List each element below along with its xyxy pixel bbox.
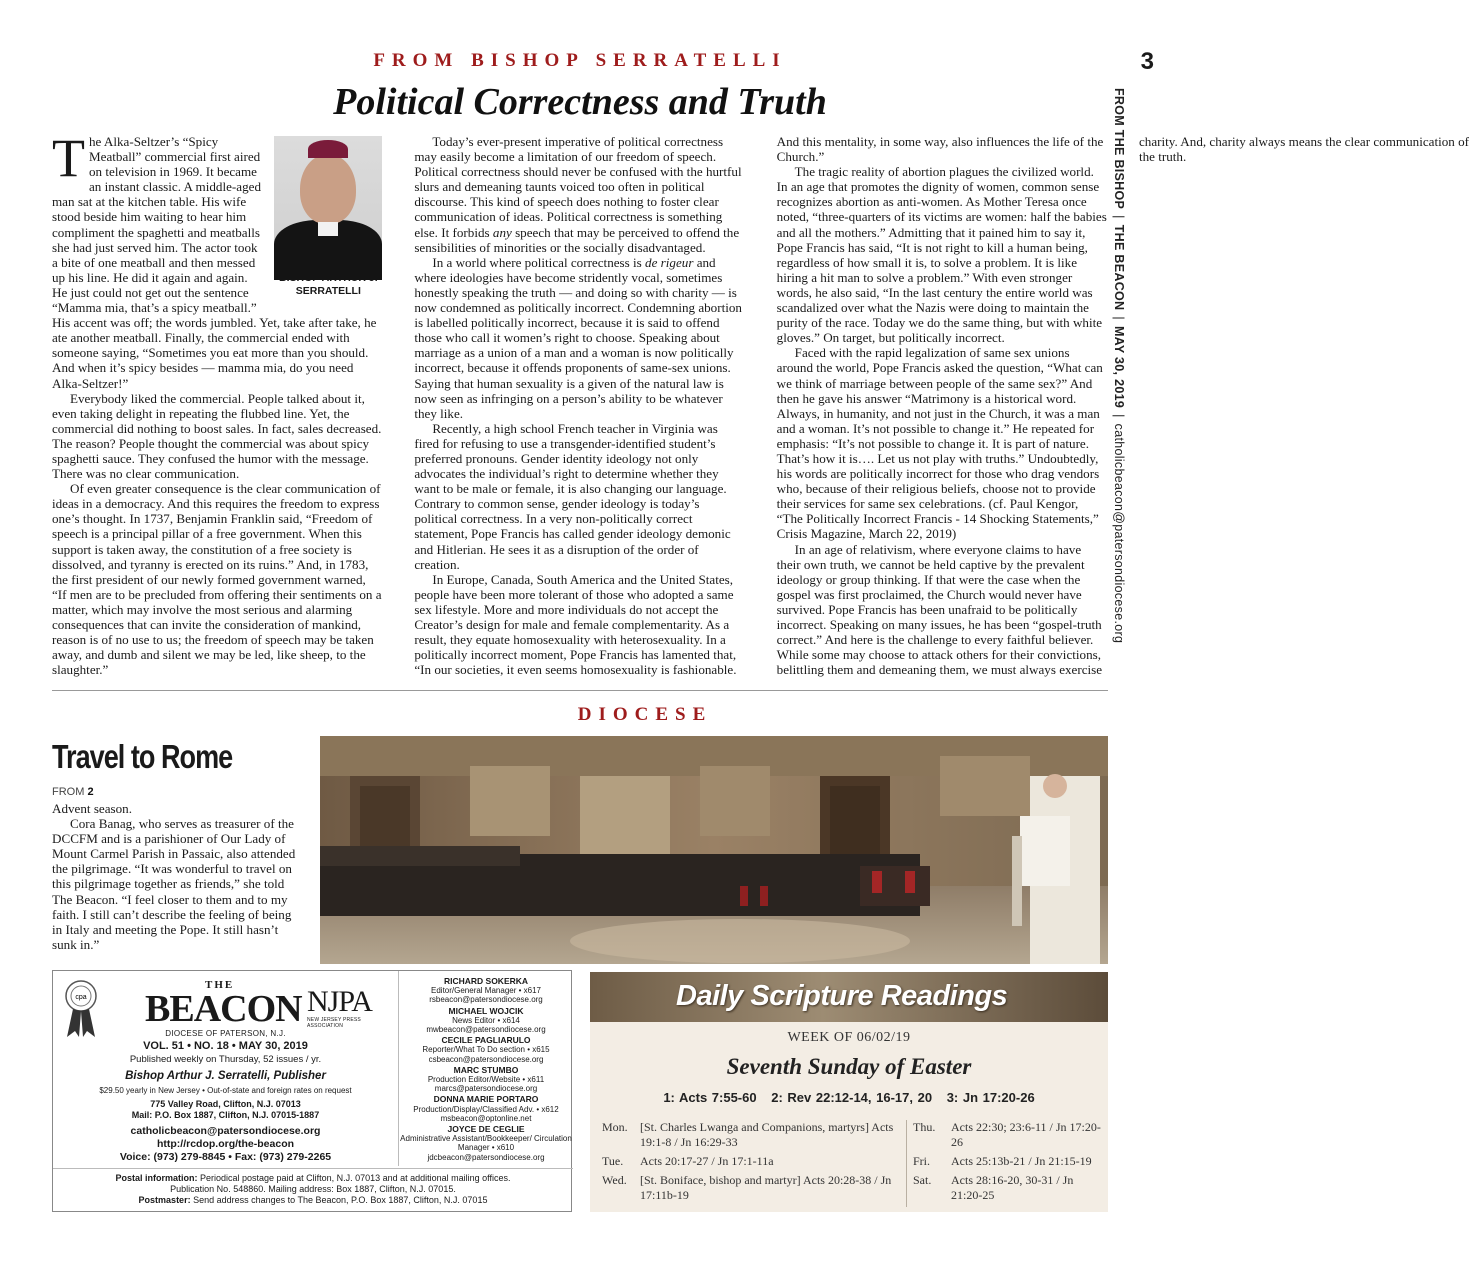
staff-entry: MICHAEL WOJCIK News Editor • x614 mwbeacon@patersondiocese.org [426,1005,546,1035]
weekday-readings-left [602,1120,907,1207]
reading-1: 1: Acts 7:55-60 [663,1090,757,1105]
reading-3: 3: Jn 17:20-26 [946,1090,1035,1105]
staff-entry: RICHARD SOKERKA Editor/General Manager • x617 rsbeacon@patersondiocese.org [429,976,543,1005]
article-headline: Political Correctness and Truth [333,81,827,123]
day-reading: Fri. Acts 25:13b-21 / Jn 21:15-19 [913,1154,1092,1168]
staff-entry: MARC STUMBO Production Editor/Website • x611 marcs@patersondiocese.org [427,1064,545,1094]
running-head-section: FROM THE BISHOP [1112,88,1126,210]
article-paragraph: SERRATELLI T he Alka-Seltzer’s “Spicy Meatball” commercial first aired on television in 1969. It became an instant classic. A middle-aged man sat at the kitchen table. His wife stood beside him waiting to hear him compliment the spaghetti and meatballs she had just served him. The actor took a bite of one meatball and then messed up his line. He did it again and again. He just could not get out the sentence “Mamma mia, that’s a spicy meatball.” His accent was off; the words jumbled. Yet, take after take, he ate another meatball. Finally, the commercial ended with someone saying, “Sometimes you eat more than you should. And when it’s spicy besides — mamma mia, do you need Alka-Seltzer!” [52,134,382,391]
cpa-badge-text: cpa [75,994,87,1001]
masthead [52,970,572,1212]
running-head-site: catholicbeacon@patersondiocese.org [1112,423,1126,644]
article-paragraph: In an age of relativism, where everyone claims to have their own truth, we cannot be held captive by the prevalent ideology or group thinking. If that were the case when the gospel was first proclaimed, the Church would never have survived. Pope Francis has been unafraid to be politically incorrect. Speaking on many issues, he has been “gospel-truth correct.” And here is the challenge to every faithful believer. While some may choose to attack others for their convictions, belittling them and demeaning them, we must always exercise charity. And, charity always means the clear communication of the truth. [776,134,1469,678]
article-paragraph: Everybody liked the commercial. People talked about it, even taking delight in repeating the flubbed line. Yet, the commercial did nothing to boost sales. In fact, sales decreased. The reason? People thought the commercial was about spicy spaghetti sauce. They confused the humor with the message. There was no clear communication. [52,390,382,482]
section-label-bishop: FROM BISHOP SERRATELLI [373,50,787,71]
article-paragraph: Today’s ever-present imperative of political correctness may easily become a limitation of our freedom of speech. Political correctness should never be confused with the hurtful slurs and demeaning taunts voiced too often in political discourse. This kind of speech does nothing to foster clear communication of ideas. Political correctness is something else. It forbids any speech that may be perceived to offend the sensibilities of minorities or the socially disadvantaged. [414,134,742,255]
sunday-readings [590,1090,1108,1105]
masthead-price: $29.50 yearly in New Jersey • Out-of-state and foreign rates on request [99,1086,352,1095]
travel-headline: Travel to Rome [52,738,233,775]
staff-entry: CECILE PAGLIARULO Reporter/What To Do section • x615 csbeacon@patersondiocese.org [422,1035,550,1064]
scripture-banner [590,972,1108,1022]
masthead-published: Published weekly on Thursday, 52 issues / yr. [129,1054,322,1065]
staff-entry: DONNA MARIE PORTARO Production/Display/Classified Adv. • x612 msbeacon@optonline.net [413,1094,559,1123]
article-paragraph: The tragic reality of abortion plagues the civilized world. In an age that promotes the dignity of women, common sense recognizes abortion as anti-women. As Mother Teresa once noted, “three-quarters of its victims are women: half the babies and all the mothers.” Admitting that it pained him to say it, Pope Francis has said, “It is not right to kill a human being, regardless of how small it is, to solve a problem. It is like hiring a hit man to solve a problem.” With even stronger words, he also said, “In the last century the entire world was scandalized over what the Nazis were doing to maintain the purity of the race. Today we do the same thing, but with white gloves.” On target, but politically incorrect. [776,164,1107,346]
njpa-logo: NJPA [307,985,372,1018]
masthead-contact [53,1125,398,1164]
week-of: WEEK OF 06/02/19 [787,1030,911,1045]
weekday-readings-right [906,1120,1102,1207]
staff-list [398,971,573,1166]
masthead-address: 775 Valley Road, Clifton, N.J. 07013 Mail: P.O. Box 1887, Clifton, N.J. 07015-1887 [131,1099,320,1120]
masthead-web[interactable]: http://rcdop.org/the-beacon [156,1138,295,1150]
masthead-phone: Voice: (973) 279-8845 • Fax: (973) 279-2265 [119,1151,332,1163]
running-head-paper: THE BEACON [1112,224,1126,311]
papal-audience-photo [320,736,1108,964]
staff-entry: JOYCE DE CEGLIE Administrative Assistant/Bookkeeper/ Circulation Manager • x610 jdcbeacon@patersondiocese.org [400,1124,572,1162]
section-divider [52,690,1108,691]
running-head-date: MAY 30, 2019 [1112,325,1126,409]
travel-paragraph: Advent season. [52,801,133,816]
author-photo [274,136,382,298]
reading-2: 2: Rev 22:12-14, 16-17, 20 [771,1090,933,1105]
day-reading: Sat. Acts 28:16-20, 30-31 / Jn 21:20-25 [913,1173,1074,1202]
day-reading: Tue. Acts 20:17-27 / Jn 17:1-11a [602,1154,774,1168]
page-number: 3 [1140,48,1154,75]
njpa-subtitle: NEW JERSEY PRESS ASSOCIATION [307,1017,361,1029]
article-paragraph: Recently, a high school French teacher in Virginia was fired for refusing to use a transgender-identified student’s preferred pronouns. Gender identity ideology not only advocates the individual’s right to determine whether they want to be male or female, it is also changing our language. Contrary to common sense, gender ideology is today’s political correctness. In a very non-politically correct statement, Pope Francis has called gender ideology demonic and Hitlerian. He sees it as a disruption of the order of creation. [414,420,731,572]
article-paragraph: In Europe, Canada, South America and the United States, people have been more tolerant of those who adopted a same sex lifestyle. More and more individuals do not accept the Creator’s design for male and female complementarity. As a result, they equate homosexuality with heterosexuality. In a politically incorrect moment, Pope Francis has lamented that, “In our societies, it even seems homosexuality is fashionable. And this mentality, in some way, also influences the life of the Church.” [414,134,1104,678]
masthead-email[interactable]: catholicbeacon@patersondiocese.org [130,1125,321,1137]
scripture-title: Daily Scripture Readings [676,980,1008,1012]
day-reading: Mon. [St. Charles Lwanga and Companions, martyrs] Acts 19:1-8 / Jn 16:29-33 [602,1120,894,1149]
scripture-readings [590,972,1108,1212]
masthead-info [53,1029,398,1164]
masthead-main [53,971,398,1166]
article-paragraph: In a world where political correctness is de rigeur and where ideologies have become stridently vocal, sometimes honestly speaking the truth — and doing so with charity — is now condemned as politically incorrect. Condemning abortion is labelled politically incorrect, because it is said to offend those who call it women’s right to choose. Speaking about marriage as a union of a man and a woman is now politically incorrect, because it offends proponents of same-sex unions. Saying that human sexuality is a given of the natural law is now seen as infringing on a person’s ability to be whatever they like. [414,254,742,421]
postal-info: Postal information: Periodical postage paid at Clifton, N.J. 07013 and at additional mailing offices. Publication No. 548860. Mailing address: Box 1887, Clifton, N.J. 07015. Postmaster: Send address changes to The Beacon, P.O. Box 1887, Clifton, N.J. 07015 [53,1168,573,1213]
masthead-publisher: Bishop Arthur J. Serratelli, Publisher [125,1070,326,1082]
masthead-diocese: DIOCESE OF PATERSON, N.J. [165,1029,286,1038]
masthead-logo: BEACON [145,988,302,1030]
drop-cap: T [52,128,85,188]
photo-caption: SERRATELLI [295,285,361,297]
travel-body [52,801,302,952]
continued-from: FROM 2 [52,786,94,798]
day-reading: Wed. [St. Boniface, bishop and martyr] Acts 20:28-38 / Jn 17:11b-19 [602,1173,892,1202]
article-paragraph: Of even greater consequence is the clear communication of ideas in a democracy. And this requires the freedom to express one’s thought. In 1737, Benjamin Franklin said, “Freedom of speech is a principal pillar of a free government. When this support is taken away, the constitution of a free society is dissolved, and tyranny is erected on its ruins.” And, in 1783, the first president of our newly formed government warned, “If men are to be precluded from offering their sentiments on a matter, which may involve the most serious and alarming consequences that can invite the consideration of mankind, reason is of no use to us; the freedom of speech may be taken away, and dumb and silent we may be led, like sheep, to the slaughter.” [52,481,382,678]
masthead-volume: VOL. 51 • NO. 18 • MAY 30, 2019 [143,1040,308,1052]
bishop-portrait [274,136,382,268]
masthead-the: THE [205,979,235,991]
day-reading: Thu. Acts 22:30; 23:6-11 / Jn 17:20-26 [913,1120,1101,1149]
sunday-name: Seventh Sunday of Easter [726,1054,972,1079]
running-head: FROM THE BISHOP|THE BEACON|MAY 30, 2019|catholicbeacon@patersondiocese.org [1112,88,1126,644]
section-label-diocese: DIOCESE [577,704,713,725]
article-paragraph: Faced with the rapid legalization of same sex unions around the world, Pope Francis asked the question, “What can we think of marriage between people of the same sex?” And then he gave his answer “Matrimony is a historical word. Always, in humanity, and not just in the Church, it was a man and a woman. It’s not possible to change it.” He repeated for emphasis: “It’s not possible to change it. It is part of nature. That’s how it is…. Let us not play with truths.” Undoubtedly, his words are politically incorrect for those who drag vendors who, because of their religious beliefs, choose not to provide their services for same sex celebrations. (cf. Paul Kengor, “The Politically Incorrect Francis - 14 Shocking Statements,” Crisis Magazine, March 22, 2019) [776,345,1103,542]
travel-paragraph: Cora Banag, who serves as treasurer of the DCCFM and is a parishioner of Our Lady of Mount Carmel Parish in Passaic, also attended the pilgrimage. “It was wonderful to travel on this pilgrimage together as friends,” she told The Beacon. “I feel closer to them and to my faith. I still can’t describe the feeling of being in Italy and meeting the Pope. It still hasn’t sunk in.” [52,816,296,952]
